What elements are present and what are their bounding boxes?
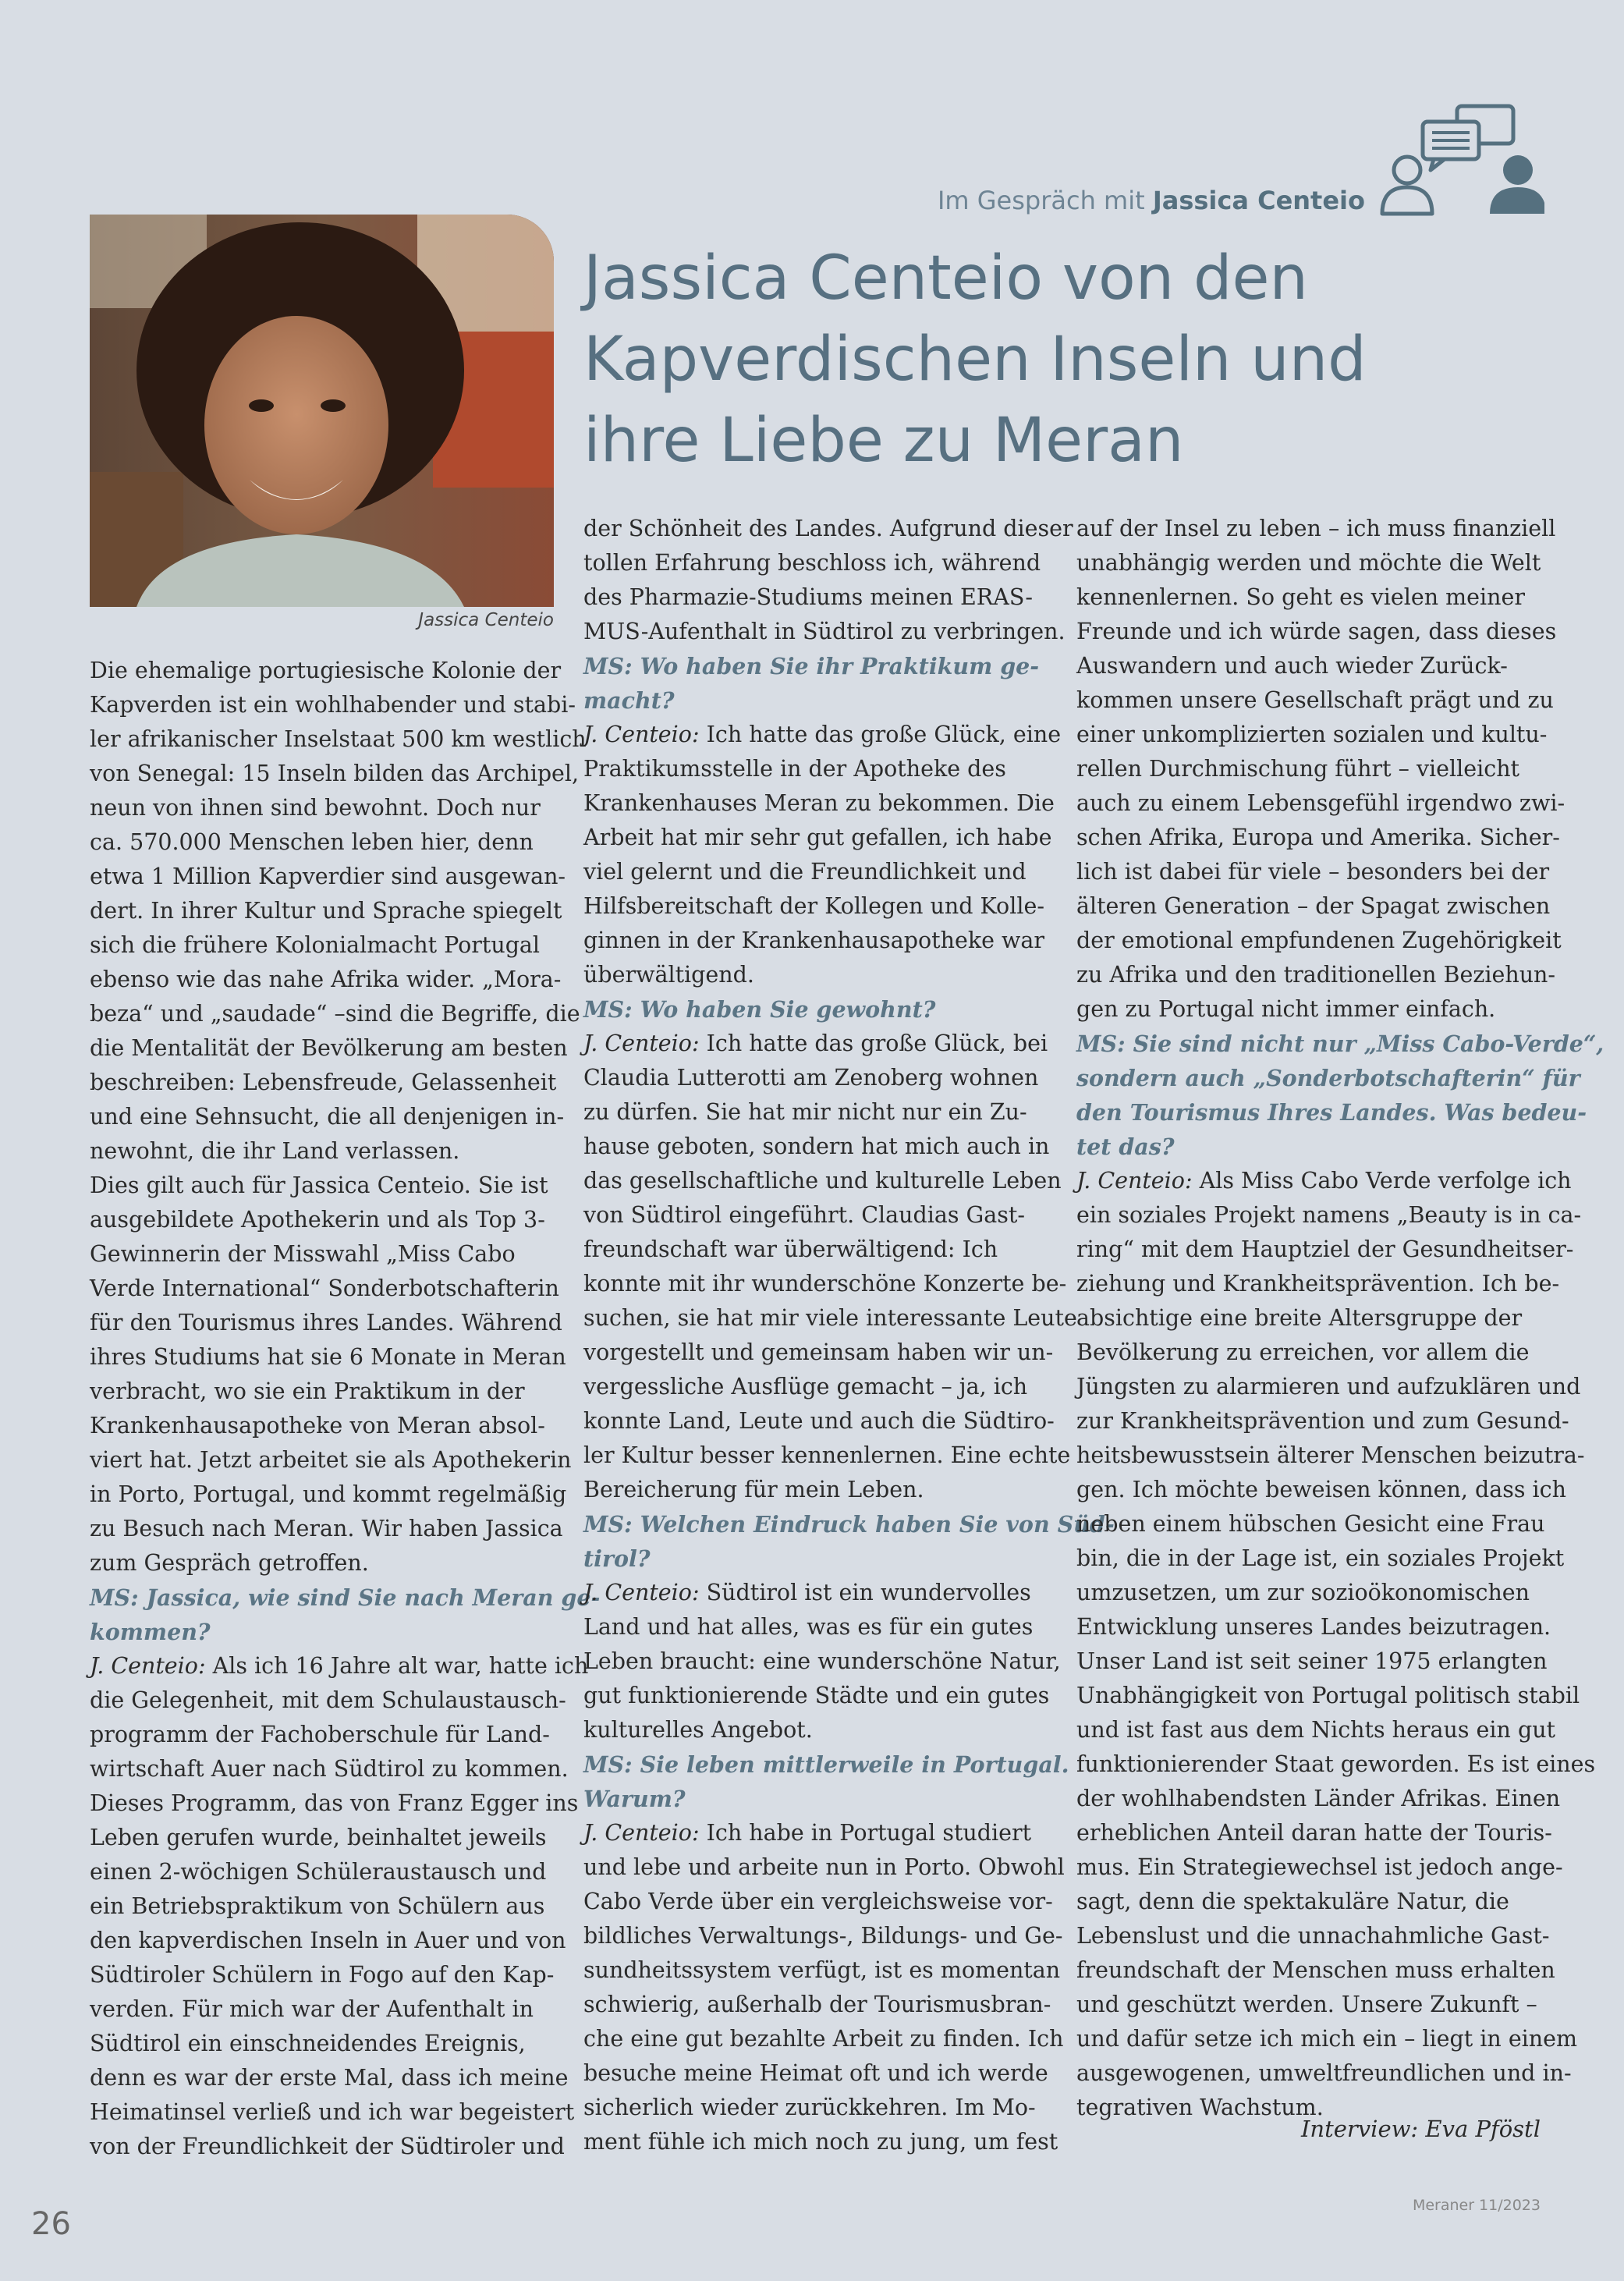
text-line: von Senegal: 15 Inseln bilden das Archipel, bbox=[90, 761, 580, 786]
text-line: ring“ mit dem Hauptziel der Gesundheitser- bbox=[1076, 1236, 1574, 1262]
text-line: auf der Insel zu leben – ich muss finanziell bbox=[1076, 516, 1556, 541]
text-line: vergessliche Ausflüge gemacht – ja, ich bbox=[583, 1374, 1028, 1399]
text-line: Bevölkerung zu erreichen, vor allem die bbox=[1076, 1339, 1530, 1365]
text-line: sagt, denn die spektakuläre Natur, die bbox=[1076, 1889, 1509, 1914]
text-line: Arbeit hat mir sehr gut gefallen, ich habe bbox=[583, 825, 1052, 850]
speaker-label: J. Centeio: bbox=[583, 722, 700, 747]
text-line: neben einem hübschen Gesicht eine Frau bbox=[1076, 1511, 1545, 1537]
text-line: kulturelles Angebot. bbox=[583, 1717, 813, 1743]
headline-line: Jassica Centeio von den bbox=[583, 243, 1308, 314]
text-line: sicherlich wieder zurückkehren. Im Mo- bbox=[583, 2095, 1036, 2120]
text-line: suchen, sie hat mir viele interessante Leute bbox=[583, 1305, 1077, 1331]
text-line: konnte Land, Leute und auch die Südtiro- bbox=[583, 1408, 1055, 1434]
text-line: etwa 1 Million Kapverdier sind ausgewan- bbox=[90, 864, 566, 889]
interview-question: kommen? bbox=[90, 1619, 211, 1645]
text-line: unabhängig werden und möchte die Welt bbox=[1076, 550, 1541, 576]
text-line: J. Centeio: Ich hatte das große Glück, eine bbox=[583, 722, 1062, 747]
section-kicker bbox=[819, 186, 1365, 215]
text-line: umzusetzen, um zur sozioökonomischen bbox=[1076, 1580, 1530, 1605]
text-line: das gesellschaftliche und kulturelle Leben bbox=[583, 1168, 1062, 1194]
text-line: der Schönheit des Landes. Aufgrund dieser bbox=[583, 516, 1073, 541]
text-line: gen zu Portugal nicht immer einfach. bbox=[1076, 996, 1496, 1022]
text-line: heitsbewusstsein älterer Menschen beizutra- bbox=[1076, 1442, 1585, 1468]
text-line: wirtschaft Auer nach Südtirol zu kommen. bbox=[90, 1756, 569, 1782]
text-line: tegrativen Wachstum. bbox=[1076, 2095, 1324, 2120]
text-line: J. Centeio: Ich habe in Portugal studiert bbox=[583, 1820, 1032, 1846]
text-line: in Porto, Portugal, und kommt regelmäßig bbox=[90, 1481, 567, 1507]
page-title bbox=[583, 238, 1582, 481]
kicker-prefix: Im Gespräch mit bbox=[937, 186, 1145, 215]
text-line: hause geboten, sondern hat mich auch in bbox=[583, 1133, 1050, 1159]
text-line: Krankenhauses Meran zu bekommen. Die bbox=[583, 790, 1055, 816]
speaker-label: J. Centeio: bbox=[583, 1580, 700, 1605]
text-line: besuche meine Heimat oft und ich werde bbox=[583, 2060, 1048, 2086]
text-line: erheblichen Anteil daran hatte der Touris- bbox=[1076, 1820, 1552, 1846]
text-line: zu Afrika und den traditionellen Beziehun- bbox=[1076, 962, 1556, 988]
speaker-label: J. Centeio: bbox=[583, 1820, 700, 1846]
text-line: lich ist dabei für viele – besonders bei der bbox=[1076, 859, 1550, 885]
text-line: Auswandern und auch wieder Zurück- bbox=[1076, 653, 1508, 679]
text-line: Dies gilt auch für Jassica Centeio. Sie ist bbox=[90, 1172, 548, 1198]
text-line: Unser Land ist seit seiner 1975 erlangten bbox=[1076, 1648, 1548, 1674]
text-line: kommen unsere Gesellschaft prägt und zu bbox=[1076, 687, 1554, 713]
portrait-photo bbox=[90, 215, 554, 607]
text-line: kennenlernen. So geht es vielen meiner bbox=[1076, 584, 1525, 610]
headline-line: Kapverdischen Inseln und bbox=[583, 325, 1367, 395]
text-line: ein soziales Projekt namens „Beauty is in ca- bbox=[1076, 1202, 1582, 1228]
text-line: dert. In ihrer Kultur und Sprache spiegelt bbox=[90, 898, 562, 924]
text-line: Lebenslust und die unnachahmliche Gast- bbox=[1076, 1923, 1550, 1949]
text-line: ler afrikanischer Inselstaat 500 km westlich bbox=[90, 726, 587, 752]
text-line: gen. Ich möchte beweisen können, dass ich bbox=[1076, 1477, 1566, 1502]
text-line: des Pharmazie-Studiums meinen ERAS- bbox=[583, 584, 1034, 610]
text-line: denn es war der erste Mal, dass ich meine bbox=[90, 2065, 569, 2091]
text-line: die Mentalität der Bevölkerung am besten bbox=[90, 1035, 568, 1061]
text-line: Land und hat alles, was es für ein gutes bbox=[583, 1614, 1034, 1640]
text-line: schwierig, außerhalb der Tourismusbran- bbox=[583, 1992, 1051, 2017]
interview-question: sondern auch „Sonderbotschafterin“ für bbox=[1076, 1065, 1580, 1091]
text-line: den kapverdischen Inseln in Auer und von bbox=[90, 1928, 566, 1953]
text-line: Leben gerufen wurde, beinhaltet jeweils bbox=[90, 1825, 547, 1850]
text-line: ziehung und Krankheitsprävention. Ich be- bbox=[1076, 1271, 1560, 1297]
text-line: J. Centeio: Ich hatte das große Glück, bei bbox=[583, 1031, 1048, 1056]
page-number: 26 bbox=[31, 2206, 71, 2242]
text-column-1 bbox=[90, 654, 601, 2164]
text-line: zum Gespräch getroffen. bbox=[90, 1550, 369, 1576]
text-line: che eine gut bezahlte Arbeit zu finden. Ich bbox=[583, 2026, 1064, 2052]
text-line: von Südtirol eingeführt. Claudias Gast- bbox=[583, 1202, 1025, 1228]
text-line: Leben braucht: eine wunderschöne Natur, bbox=[583, 1648, 1061, 1674]
text-line: ebenso wie das nahe Afrika wider. „Mora- bbox=[90, 967, 562, 992]
magazine-issue: Meraner 11/2023 bbox=[1412, 2197, 1541, 2214]
text-line: und ist fast aus dem Nichts heraus ein gut bbox=[1076, 1717, 1556, 1743]
text-line: von der Freundlichkeit der Südtiroler und bbox=[90, 2134, 565, 2159]
text-line: ein Betriebspraktikum von Schülern aus bbox=[90, 1893, 545, 1919]
text-line: newohnt, die ihr Land verlassen. bbox=[90, 1138, 460, 1164]
text-line: Jüngsten zu alarmieren und aufzuklären und bbox=[1076, 1374, 1581, 1399]
text-line: neun von ihnen sind bewohnt. Doch nur bbox=[90, 795, 541, 821]
text-line: bildliches Verwaltungs-, Bildungs- und Ge- bbox=[583, 1923, 1063, 1949]
text-line: Die ehemalige portugiesische Kolonie der bbox=[90, 658, 562, 683]
interview-question: tet das? bbox=[1076, 1133, 1175, 1160]
text-line: verden. Für mich war der Aufenthalt in bbox=[90, 1996, 534, 2022]
text-line: MUS-Aufenthalt in Südtirol zu verbringen. bbox=[583, 619, 1066, 644]
interview-question: tirol? bbox=[583, 1545, 651, 1572]
text-line: älteren Generation – der Spagat zwischen bbox=[1076, 893, 1551, 919]
text-line: rellen Durchmischung führt – vielleicht bbox=[1076, 756, 1520, 782]
text-line: ca. 570.000 Menschen leben hier, denn bbox=[90, 829, 534, 855]
interview-question: MS: Jassica, wie sind Sie nach Meran ge- bbox=[90, 1584, 601, 1611]
text-line: der wohlhabendsten Länder Afrikas. Einen bbox=[1076, 1786, 1561, 1811]
text-line: verbracht, wo sie ein Praktikum in der bbox=[90, 1378, 525, 1404]
text-line: sich die frühere Kolonialmacht Portugal bbox=[90, 932, 541, 958]
text-line: Unabhängigkeit von Portugal politisch stabil bbox=[1076, 1683, 1580, 1708]
text-line: Freunde und ich würde sagen, dass dieses bbox=[1076, 619, 1557, 644]
interview-question: MS: Welchen Eindruck haben Sie von Süd- bbox=[583, 1511, 1115, 1538]
text-line: und lebe und arbeite nun in Porto. Obwohl bbox=[583, 1854, 1065, 1880]
text-line: ment fühle ich mich noch zu jung, um fest bbox=[583, 2129, 1058, 2155]
text-line: und geschützt werden. Unsere Zukunft – bbox=[1076, 1992, 1537, 2017]
text-line: überwältigend. bbox=[583, 962, 754, 988]
text-line: tollen Erfahrung beschloss ich, während bbox=[583, 550, 1041, 576]
text-line: zu dürfen. Sie hat mir nicht nur ein Zu- bbox=[583, 1099, 1027, 1125]
text-line: beschreiben: Lebensfreude, Gelassenheit bbox=[90, 1070, 557, 1095]
text-line: funktionierender Staat geworden. Es ist eines bbox=[1076, 1751, 1596, 1777]
text-line: J. Centeio: Als ich 16 Jahre alt war, hatte ich bbox=[90, 1653, 589, 1679]
text-line: die Gelegenheit, mit dem Schulaustausch- bbox=[90, 1687, 566, 1713]
text-line: einen 2-wöchigen Schüleraustausch und bbox=[90, 1859, 547, 1885]
text-column-2 bbox=[583, 512, 1115, 2159]
text-line: Südtirol ein einschneidendes Ereignis, bbox=[90, 2031, 526, 2056]
text-line: bin, die in der Lage ist, ein soziales Projekt bbox=[1076, 1545, 1565, 1571]
text-line: für den Tourismus ihres Landes. Während bbox=[90, 1310, 562, 1336]
speaker-label: J. Centeio: bbox=[583, 1031, 700, 1056]
text-line: und eine Sehnsucht, die all denjenigen in- bbox=[90, 1104, 565, 1130]
interview-question: MS: Sie leben mittlerweile in Portugal. bbox=[583, 1751, 1069, 1778]
text-line: Entwicklung unseres Landes beizutragen. bbox=[1076, 1614, 1551, 1640]
text-line: Dieses Programm, das von Franz Egger ins bbox=[90, 1790, 579, 1816]
text-line: Kapverden ist ein wohlhabender und stabi- bbox=[90, 692, 576, 718]
text-line: Praktikumsstelle in der Apotheke des bbox=[583, 756, 1006, 782]
text-line: und dafür setze ich mich ein – liegt in einem bbox=[1076, 2026, 1578, 2052]
text-line: zur Krankheitsprävention und zum Gesund- bbox=[1076, 1408, 1569, 1434]
text-line: ler Kultur besser kennenlernen. Eine echte bbox=[583, 1442, 1071, 1468]
kicker-name: Jassica Centeio bbox=[1152, 186, 1365, 215]
speaker-label: J. Centeio: bbox=[1076, 1168, 1193, 1194]
text-line: freundschaft war überwältigend: Ich bbox=[583, 1236, 998, 1262]
text-line: zu Besuch nach Meran. Wir haben Jassica bbox=[90, 1516, 563, 1541]
interview-credit: Interview: Eva Pföstl bbox=[1300, 2116, 1541, 2142]
text-line: sundheitssystem verfügt, ist es momentan bbox=[583, 1957, 1061, 1983]
text-line: absichtige eine breite Altersgruppe der bbox=[1076, 1305, 1523, 1331]
interview-question: den Tourismus Ihres Landes. Was bedeu- bbox=[1076, 1099, 1587, 1126]
text-line: auch zu einem Lebensgefühl irgendwo zwi- bbox=[1076, 790, 1565, 816]
speaker-label: J. Centeio: bbox=[90, 1653, 206, 1679]
text-line: viel gelernt und die Freundlichkeit und bbox=[583, 859, 1027, 885]
text-line: Krankenhausapotheke von Meran absol- bbox=[90, 1413, 545, 1438]
conversation-icon bbox=[1373, 100, 1544, 217]
text-line: mus. Ein Strategiewechsel ist jedoch ange- bbox=[1076, 1854, 1563, 1880]
text-line: Verde International“ Sonderbotschafterin bbox=[90, 1275, 559, 1301]
text-line: der emotional empfundenen Zugehörigkeit bbox=[1076, 928, 1562, 953]
text-line: ihres Studiums hat sie 6 Monate in Meran bbox=[90, 1344, 566, 1370]
interview-question: Warum? bbox=[583, 1786, 686, 1812]
text-line: ausgewogenen, umweltfreundlichen und in- bbox=[1076, 2060, 1572, 2086]
text-line: Bereicherung für mein Leben. bbox=[583, 1477, 924, 1502]
text-line: gut funktionierende Städte und ein gutes bbox=[583, 1683, 1050, 1708]
interview-question: macht? bbox=[583, 687, 675, 714]
text-line: Südtiroler Schülern in Fogo auf den Kap- bbox=[90, 1962, 555, 1988]
text-line: Heimatinsel verließ und ich war begeistert bbox=[90, 2099, 575, 2125]
interview-question: MS: Sie sind nicht nur „Miss Cabo-Verde“, bbox=[1076, 1031, 1604, 1057]
text-line: programm der Fachoberschule für Land- bbox=[90, 1722, 550, 1747]
text-line: schen Afrika, Europa und Amerika. Sicher- bbox=[1076, 825, 1560, 850]
text-line: freundschaft der Menschen muss erhalten bbox=[1076, 1957, 1555, 1983]
text-column-3 bbox=[1076, 512, 1604, 2125]
headline-line: ihre Liebe zu Meran bbox=[583, 406, 1184, 476]
text-line: J. Centeio: Als Miss Cabo Verde verfolge ich bbox=[1076, 1168, 1572, 1194]
interview-question: MS: Wo haben Sie ihr Praktikum ge- bbox=[583, 653, 1040, 679]
text-line: konnte mit ihr wunderschöne Konzerte be- bbox=[583, 1271, 1067, 1297]
photo-caption: Jassica Centeio bbox=[418, 610, 554, 630]
interview-question: MS: Wo haben Sie gewohnt? bbox=[583, 996, 936, 1023]
text-line: Claudia Lutterotti am Zenoberg wohnen bbox=[583, 1065, 1039, 1091]
text-line: vorgestellt und gemeinsam haben wir un- bbox=[583, 1339, 1054, 1365]
text-line: ausgebildete Apothekerin und als Top 3- bbox=[90, 1207, 545, 1233]
text-line: Hilfsbereitschaft der Kollegen und Kolle- bbox=[583, 893, 1044, 919]
text-line: viert hat. Jetzt arbeitet sie als Apothekerin bbox=[90, 1447, 572, 1473]
text-line: Gewinnerin der Misswahl „Miss Cabo bbox=[90, 1241, 516, 1267]
text-line: ginnen in der Krankenhausapotheke war bbox=[583, 928, 1045, 953]
text-line: Cabo Verde über ein vergleichsweise vor- bbox=[583, 1889, 1053, 1914]
text-line: beza“ und „saudade“ –sind die Begriffe, die bbox=[90, 1001, 580, 1027]
text-line: einer unkomplizierten sozialen und kultu- bbox=[1076, 722, 1548, 747]
text-line: J. Centeio: Südtirol ist ein wundervolles bbox=[583, 1580, 1031, 1605]
